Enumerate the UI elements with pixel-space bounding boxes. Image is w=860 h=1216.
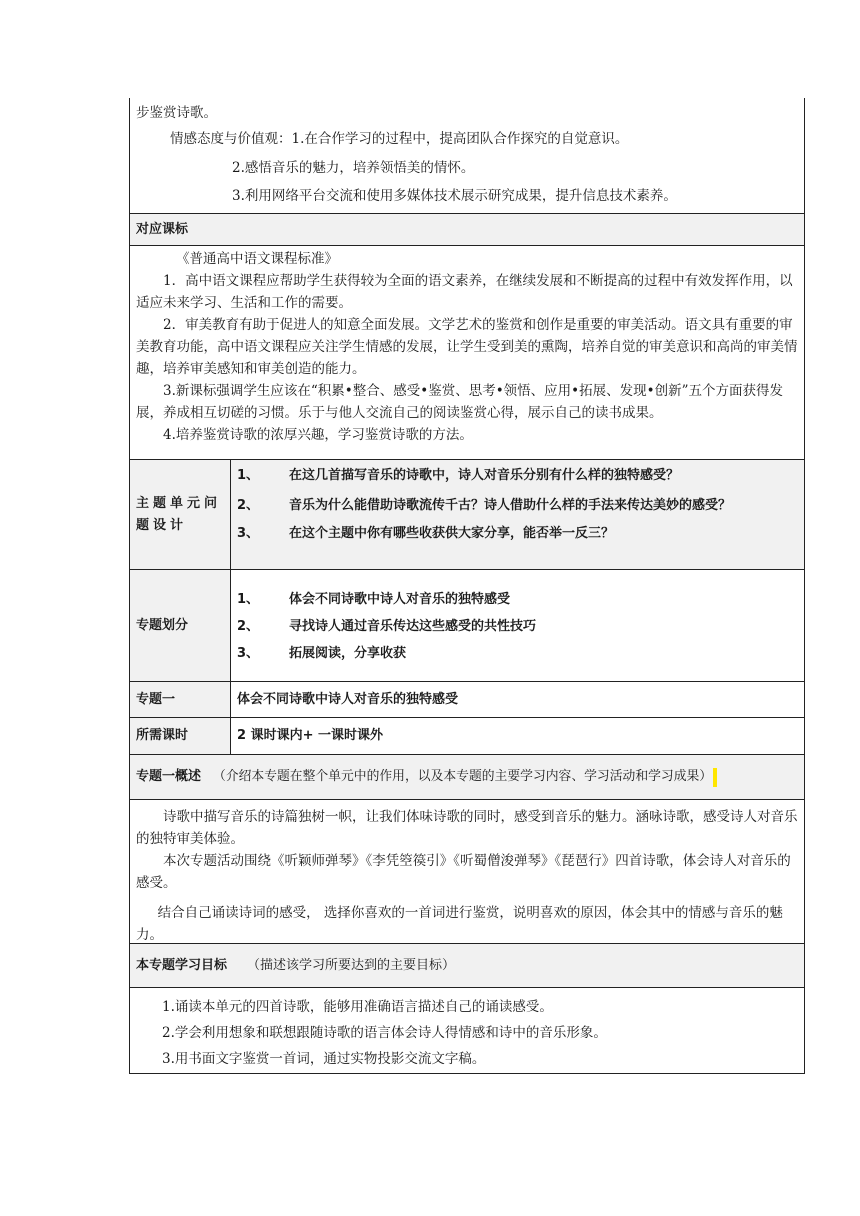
question-text: 在这几首描写音乐的诗歌中，诗人对音乐分别有什么样的独特感受？ (289, 468, 680, 483)
standards-title: 《普通高中语文课程标准》 (176, 251, 338, 267)
objectives-line: 步鉴赏诗歌。 (136, 105, 217, 121)
overview-header (129, 755, 805, 800)
question-number: 3、 (237, 526, 260, 541)
standards-paragraph: 2．审美教育有助于促进人的知意全面发展。文学艺术的鉴赏和创作是重要的审美活动。语文具有重要的审美教育功能，高中语文课程应关注学生情感的发展，让学生受到美的熏陶，培养自觉的审美意识和高尚的审美情趣，培养审美感知和审美创造的能力。 (136, 317, 798, 377)
division-item (237, 613, 798, 640)
goal-item: 2.学会利用想象和联想跟随诗歌的语言体会诗人得情感和诗中的音乐形象。 (162, 1025, 607, 1041)
questions-list (231, 460, 804, 569)
division-number: 2、 (237, 619, 260, 634)
goals-header (129, 944, 805, 988)
division-text: 拓展阅读，分享收获 (289, 646, 407, 661)
overview-heading: 专题一概述 (136, 769, 202, 784)
standards-body (129, 246, 805, 460)
goal-item: 1.诵读本单元的四首诗歌，能够用准确语言描述自己的诵读感受。 (162, 999, 553, 1015)
division-list (231, 570, 804, 681)
overview-paragraph: 诗歌中描写音乐的诗篇独树一帜，让我们体味诗歌的同时，感受到音乐的魅力。涵咏诗歌，感受诗人对音乐的独特审美体验。 (136, 809, 798, 847)
objectives-line: 3.利用网络平台交流和使用多媒体技术展示研究成果，提升信息技术素养。 (232, 188, 677, 204)
objectives-continuation (129, 98, 805, 214)
question-item (237, 488, 798, 518)
question-text: 在这个主题中你有哪些收获供大家分享，能否举一反三？ (289, 526, 615, 541)
overview-paragraph: 本次专题活动围绕《听颖师弹琴》《李凭箜篌引》《听蜀僧浚弹琴》《琵琶行》四首诗歌，体会诗人对音乐的感受。 (136, 853, 791, 891)
question-text: 音乐为什么能借助诗歌流传千古？诗人借助什么样的手法来传达美妙的感受？ (289, 498, 732, 513)
hours-label: 所需课时 (130, 718, 231, 754)
highlight-marker (713, 768, 717, 787)
question-number: 2、 (237, 498, 260, 513)
overview-body (129, 800, 805, 944)
objectives-line: 2.感悟音乐的魅力，培养领悟美的情怀。 (232, 160, 475, 176)
division-row (129, 570, 805, 682)
goals-body (129, 988, 805, 1074)
questions-label: 主题单元问题设计 (130, 460, 231, 569)
standards-paragraph: 4.培养鉴赏诗歌的浓厚兴趣，学习鉴赏诗歌的方法。 (163, 427, 473, 443)
standards-paragraph: 3.新课标强调学生应该在“积累•整合、感受•鉴赏、思考•领悟、应用•拓展、发现•创新”五个方面获得发展，养成相互切磋的习惯。乐于与他人交流自己的阅读鉴赏心得，展示自己的读书成果。 (136, 383, 783, 421)
division-text: 体会不同诗歌中诗人对音乐的独特感受 (289, 592, 511, 607)
division-item (237, 640, 798, 667)
topic1-value: 体会不同诗歌中诗人对音乐的独特感受 (237, 691, 459, 707)
division-number: 1、 (237, 592, 260, 607)
hours-value: 2 课时课内+ 一课时课外 (237, 728, 383, 743)
topic1-label: 专题一 (130, 682, 231, 717)
goal-item: 3.用书面文字鉴赏一首词，通过实物投影交流文字稿。 (162, 1051, 486, 1067)
division-item (237, 586, 798, 613)
division-text: 寻找诗人通过音乐传达这些感受的共性技巧 (289, 619, 537, 634)
division-label: 专题划分 (130, 570, 231, 681)
question-item (237, 518, 798, 546)
topic1-row (129, 682, 805, 718)
lesson-plan-table (129, 98, 805, 1074)
overview-paragraph: 结合自己诵读诗词的感受， 选择你喜欢的一首词进行鉴赏，说明喜欢的原因，体会其中的情感与音乐的魅力。 (136, 905, 783, 943)
question-number: 1、 (237, 468, 260, 483)
question-item (237, 464, 798, 488)
division-number: 3、 (237, 646, 260, 661)
standards-heading: 对应课标 (136, 221, 189, 237)
questions-row (129, 460, 805, 570)
standards-header (129, 214, 805, 246)
goals-note: （描述该学习所要达到的主要目标） (247, 957, 456, 973)
overview-note: （介绍本专题在整个单元中的作用，以及本专题的主要学习内容、学习活动和学习成果） (213, 769, 713, 784)
goals-heading: 本专题学习目标 (136, 957, 228, 973)
hours-row (129, 718, 805, 755)
objectives-line: 情感态度与价值观：1.在合作学习的过程中，提高团队合作探究的自觉意识。 (170, 131, 629, 147)
standards-paragraph: 1．高中语文课程应帮助学生获得较为全面的语文素养，在继续发展和不断提高的过程中有效发挥作用，以适应未来学习、生活和工作的需要。 (136, 273, 793, 311)
